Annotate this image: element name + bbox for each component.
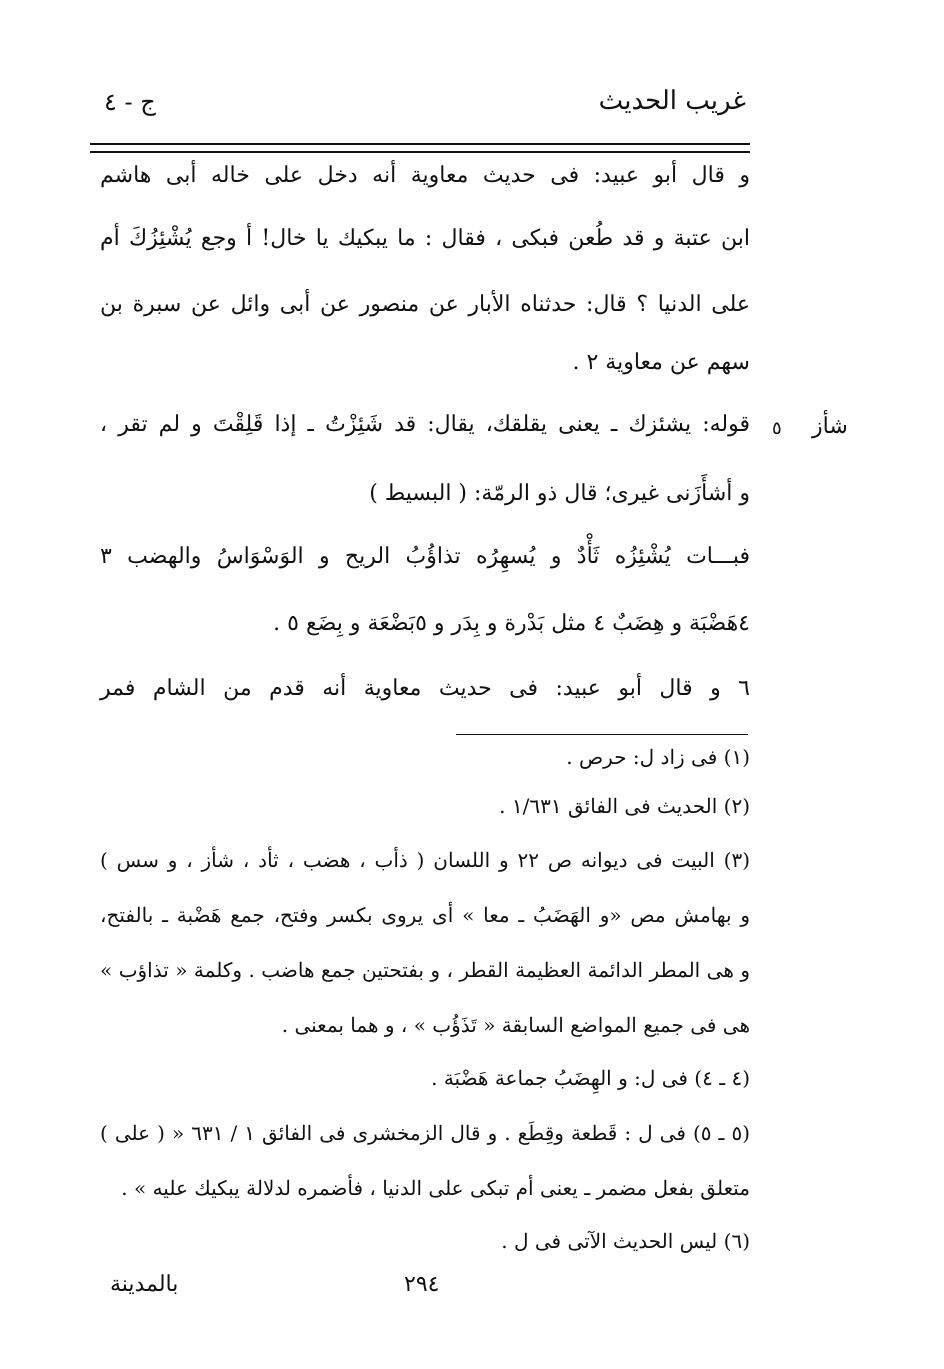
page-number: ٢٩٤ — [404, 1272, 440, 1297]
verse-line: فبـــات يُشْئِزُه ثَأْدٌ و يُسهِرُه تذاؤُبُ الريح و الوَسْوَاسُ والهضب ٣ — [100, 544, 750, 569]
footnote: (٤ ـ ٤) فى ل: و الهِضَبُ جماعة هَضْبَة . — [431, 1066, 750, 1090]
footnote-continuation: و هى المطر الدائمة العظيمة القطر ، و بفتحتين جمع هاضب . وكلمة « تذاؤب » — [100, 958, 750, 982]
footnote-continuation: هى فى جميع المواضع السابقة « تَذَؤُب » ، و هما بمعنى . — [281, 1013, 750, 1037]
running-title: غريب الحديث — [598, 86, 746, 116]
footnote: (٢) الحديث فى الفائق ١/٦٣١ . — [499, 794, 750, 818]
volume-label: ج - ٤ — [104, 88, 156, 116]
body-line: على الدنيا ؟ قال: حدثناه الأبار عن منصور عن أبى وائل عن سبرة بن — [100, 292, 750, 317]
footnote-rule — [456, 734, 748, 735]
body-line: و أشأَزَنى غيرى؛ قال ذو الرمّة: ( البسيط ) — [369, 481, 750, 506]
body-line: ٤هَضْبَة و هِضَبٌ ٤ مثل بَدْرة و بِدَر و ٥بَضْعَة و بِضَع ٥ . — [273, 611, 750, 636]
footnote: (٣) البيت فى ديوانه ص ٢٢ و اللسان ( ذأب ، هضب ، ثأد ، شأز ، و سس ) — [100, 848, 750, 872]
body-line: ٦ و قال أبو عبيد: فى حديث معاوية أنه قدم من الشام فمر — [100, 676, 750, 701]
footnote: (٦) ليس الحديث الآتى فى ل . — [501, 1229, 750, 1253]
footnote: (١) فى زاد ل: حرص . — [566, 745, 750, 769]
footnote-continuation: متعلق بفعل مضمر ـ يعنى أم تبكى على الدنيا ، فأضمره لدلالة يبكيك عليه » . — [121, 1176, 750, 1200]
body-line: و قال أبو عبيد: فى حديث معاوية أنه دخل على خاله أبى هاشم — [100, 163, 750, 188]
header-double-rule — [90, 143, 750, 153]
footnote-continuation: و بهامش مص «و الهَضَبُ ـ معا » أى يروى بكسر وفتح، جمع هَضْبة ـ بالفتح، — [100, 903, 750, 927]
catchword: بالمدينة — [110, 1272, 179, 1297]
margin-headword: شأز — [812, 414, 848, 439]
margin-line-number: ٥ — [772, 418, 782, 439]
body-line: سهم عن معاوية ٢ . — [572, 350, 750, 375]
body-line: قوله: يشئزك ـ يعنى يقلقك، يقال: قد شَئِزْتُ ـ إذا قَلِقْتَ و لم تقر ، — [100, 412, 750, 437]
footnote: (٥ ـ ٥) فى ل : قَطعة وقِطَع . و قال الزمخشرى فى الفائق ١ / ٦٣١ « ( على ) — [100, 1121, 750, 1145]
body-line: ابن عتبة و قد طُعن فبكى ، فقال : ما يبكيك يا خال! أ وجع يُشْئِزُكَ أم — [100, 226, 750, 251]
